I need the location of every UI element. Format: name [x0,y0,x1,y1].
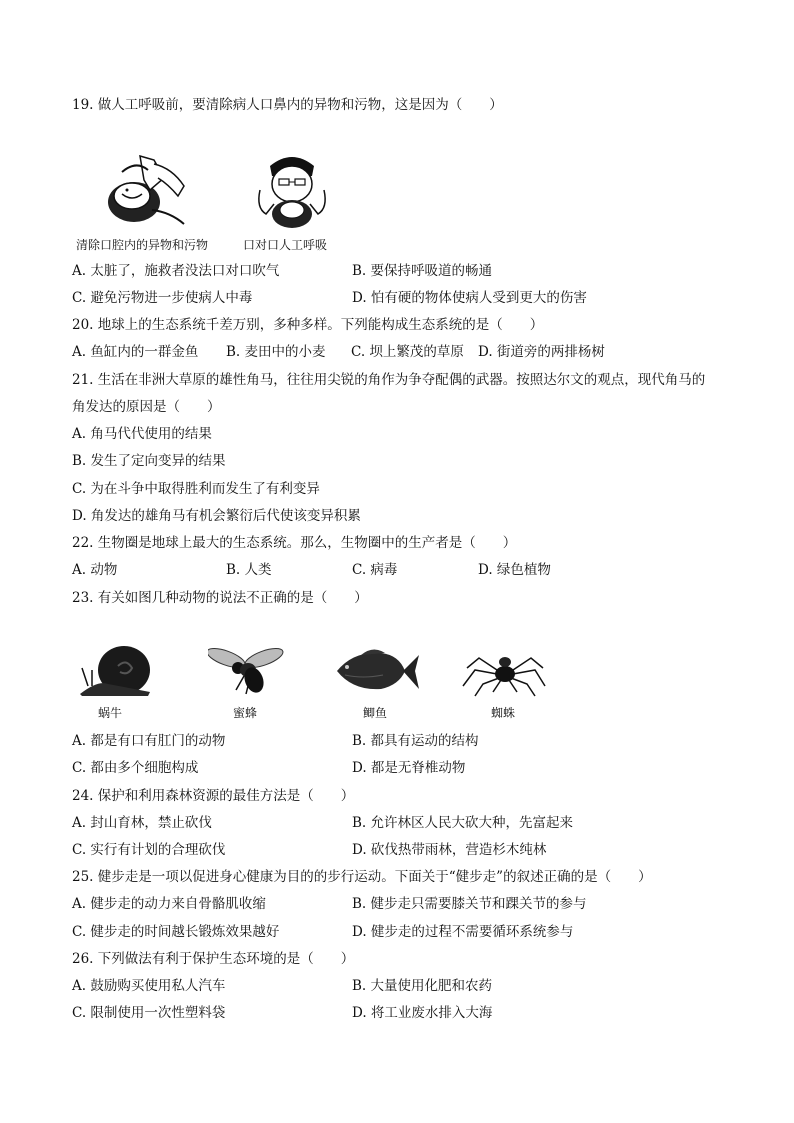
q23-option-b: B. 都具有运动的结构 [352,733,479,749]
q19-option-c: C. 避免污物进一步使病人中毒 [72,290,253,306]
q23-option-d: D. 都是无脊椎动物 [352,760,466,776]
animal-label-bee: 蜜蜂 [233,706,258,720]
q23-stem: 23. 有关如图几种动物的说法不正确的是（ ） [72,590,368,606]
q21-option-c: C. 为在斗争中取得胜利而发生了有利变异 [72,481,320,497]
q26-option-c: C. 限制使用一次性塑料袋 [72,1005,226,1021]
q22-option-c: C. 病毒 [352,562,398,578]
q26-option-a: A. 鼓励购买使用私人汽车 [72,978,226,994]
q22-option-b: B. 人类 [226,562,272,578]
q19-option-d: D. 怕有硬的物体使病人受到更大的伤害 [352,290,587,306]
q24-option-a: A. 封山育林，禁止砍伐 [72,815,212,831]
q26-stem: 26. 下列做法有利于保护生态环境的是（ ） [72,951,355,967]
animal-label-crucian-carp: 鲫鱼 [363,706,388,720]
q24-stem: 24. 保护和利用森林资源的最佳方法是（ ） [72,788,355,804]
q23-option-a: A. 都是有口有肛门的动物 [72,733,226,749]
q19-caption-clear-mouth: 清除口腔内的异物和污物 [76,238,209,252]
q20-option-d: D. 街道旁的两排杨树 [478,344,605,360]
q26-option-b: B. 大量使用化肥和农药 [352,978,493,994]
animal-label-spider: 蜘蛛 [491,706,516,720]
q20-option-a: A. 鱼缸内的一群金鱼 [72,344,199,360]
q24-option-c: C. 实行有计划的合理砍伐 [72,842,226,858]
q25-option-b: B. 健步走只需要膝关节和踝关节的参与 [352,896,587,912]
spider-illustration [461,646,547,698]
q25-option-c: C. 健步走的时间越长锻炼效果越好 [72,924,280,940]
q25-option-a: A. 健步走的动力来自骨骼肌收缩 [72,896,266,912]
q19-caption-mouth-to-mouth: 口对口人工呼吸 [243,238,328,252]
q19-option-a: A. 太脏了，施救者没法口对口吹气 [72,263,280,279]
q20-option-c: C. 坝上繁茂的草原 [351,344,464,360]
q20-stem: 20. 地球上的生态系统千差万别，多种多样。下列能构成生态系统的是（ ） [72,317,544,333]
clear-mouth-illustration [92,150,192,232]
q19-option-b: B. 要保持呼吸道的畅通 [352,263,493,279]
q23-option-c: C. 都由多个细胞构成 [72,760,199,776]
q26-option-d: D. 将工业废水排入大海 [352,1005,493,1021]
q25-stem: 25. 健步走是一项以促进身心健康为目的的步行运动。下面关于“健步走”的叙述正确的是（ ） [72,869,652,885]
mouth-to-mouth-illustration [252,150,332,232]
bee-illustration [208,640,284,696]
q20-option-b: B. 麦田中的小麦 [226,344,326,360]
q22-option-a: A. 动物 [72,562,118,578]
q22-stem: 22. 生物圈是地球上最大的生态系统。那么，生物圈中的生产者是（ ） [72,535,517,551]
q24-option-b: B. 允许林区人民大砍大种，先富起来 [352,815,574,831]
q24-option-d: D. 砍伐热带雨林，营造杉木纯林 [352,842,547,858]
q21-option-d: D. 角发达的雄角马有机会繁衍后代使该变异积累 [72,508,361,524]
snail-illustration [78,640,156,698]
q21-option-b: B. 发生了定向变异的结果 [72,453,226,469]
q22-option-d: D. 绿色植物 [478,562,551,578]
crucian-carp-illustration [333,645,419,697]
q25-option-d: D. 健步走的过程不需要循环系统参与 [352,924,574,940]
q19-stem: 19. 做人工呼吸前，要清除病人口鼻内的异物和污物，这是因为（ ） [72,97,503,113]
q21-option-a: A. 角马代代使用的结果 [72,426,212,442]
q21-stem-line2: 角发达的原因是（ ） [72,399,221,415]
q21-stem-line1: 21. 生活在非洲大草原的雄性角马，往往用尖锐的角作为争夺配偶的武器。按照达尔文的观点，现代角马的 [72,372,706,388]
animal-label-snail: 蜗牛 [98,706,123,720]
